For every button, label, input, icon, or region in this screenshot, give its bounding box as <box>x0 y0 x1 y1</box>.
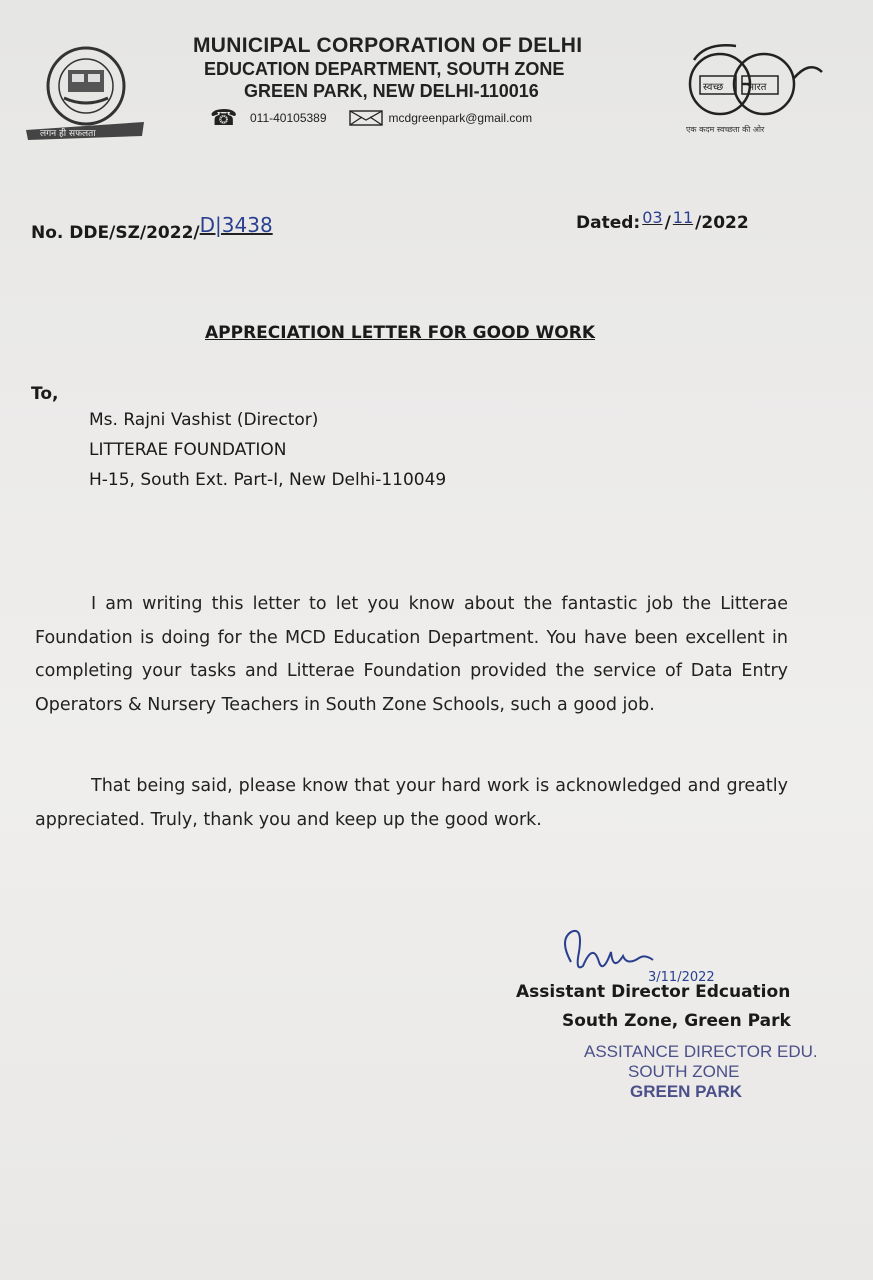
body-paragraph-2: That being said, please know that your hard work is acknowledged and greatly appreciated. Truly, thank you and keep up the good work. <box>35 776 788 830</box>
reference-prefix: No. DDE/SZ/2022/ <box>31 223 200 243</box>
bharat-text: भारत <box>747 82 767 93</box>
contact-line <box>210 105 533 130</box>
dept-name: EDUCATION DEPARTMENT, SOUTH ZONE <box>204 59 565 79</box>
mail-icon <box>349 110 383 126</box>
salutation: To, <box>31 384 59 404</box>
letterhead <box>190 34 650 102</box>
signatory-title: Assistant Director Edcuation <box>516 982 791 1002</box>
body-paragraph-1: I am writing this letter to let you know about the fantastic job the Litterae Foundation is doing for the MCD Education Department. You have been excellent in completing your tasks and Litterae Foundation provided the service of Data Entry Operators & Nursery Teachers in South Zone Schools, such a good job. <box>35 594 788 715</box>
reference-number <box>31 213 273 243</box>
official-stamp <box>584 1042 818 1102</box>
dated-label: Dated: <box>576 213 641 233</box>
recipient-name: Ms. Rajni Vashist (Director) <box>89 410 319 430</box>
reference-handwritten-number: D|3438 <box>199 213 273 237</box>
phone-number: 011-40105389 <box>250 111 327 125</box>
swachh-tagline: एक कदम स्वच्छता की ओर <box>686 125 765 134</box>
date-day: 03 <box>642 208 663 227</box>
date-year: /2022 <box>695 213 749 233</box>
letter-date: Dated: 03 / 11 /2022 <box>576 208 749 233</box>
phone-icon: ☎ <box>210 105 238 130</box>
dept-address: GREEN PARK, NEW DELHI-110016 <box>244 81 539 101</box>
signatory-office: South Zone, Green Park <box>562 1011 791 1031</box>
swachh-text: स्वच्छ <box>703 82 724 93</box>
mcd-seal-logo <box>24 44 148 144</box>
stamp-line-3: GREEN PARK <box>630 1082 743 1101</box>
date-month: 11 <box>672 208 694 227</box>
stamp-line-2: SOUTH ZONE <box>628 1062 740 1081</box>
signature-date: 3/11/2022 <box>648 970 715 985</box>
recipient-address-block <box>89 405 446 495</box>
recipient-org: LITTERAE FOUNDATION <box>89 440 287 460</box>
email-address: mcdgreenpark@gmail.com <box>388 111 533 125</box>
letter-subject: APPRECIATION LETTER FOR GOOD WORK <box>205 323 596 343</box>
org-name: MUNICIPAL CORPORATION OF DELHI <box>193 34 583 57</box>
seal-motto-text: लगन ही सफलता <box>40 129 96 139</box>
recipient-address: H-15, South Ext. Part-I, New Delhi-110049 <box>89 470 447 490</box>
stamp-line-1: ASSITANCE DIRECTOR EDU. <box>584 1042 818 1061</box>
